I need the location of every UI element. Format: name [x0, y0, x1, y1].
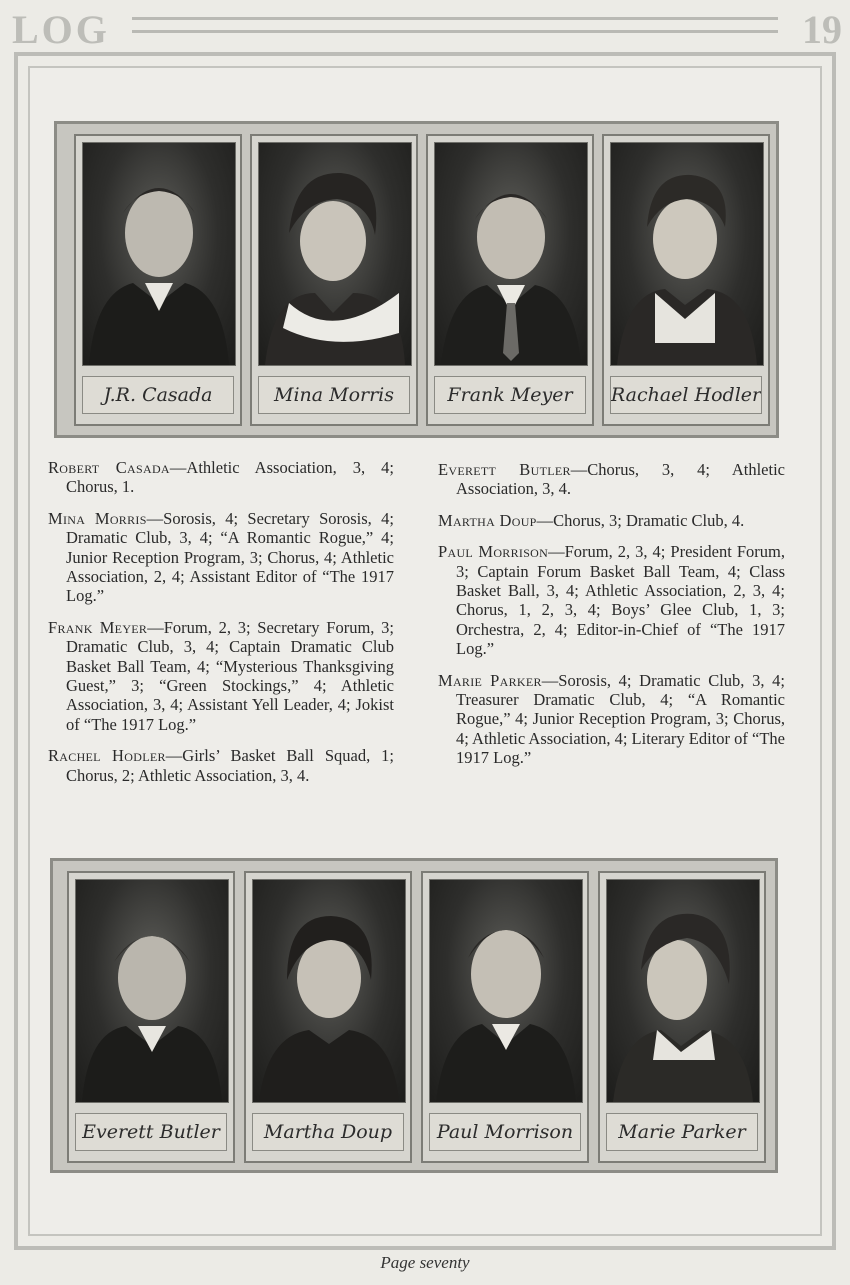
bio-entry [48, 618, 394, 734]
page-number: Page seventy [380, 1253, 470, 1272]
header-rule [132, 17, 778, 33]
top-portrait-strip [54, 121, 779, 438]
bio-entry [438, 460, 785, 499]
portrait-photo [606, 879, 760, 1103]
portrait-photo [252, 879, 406, 1103]
student-name: Paul Morrison [438, 542, 549, 562]
signature: Paul Morrison [429, 1113, 581, 1151]
portrait-photo [610, 142, 764, 366]
portrait-card [67, 871, 235, 1163]
signature: Martha Doup [252, 1113, 404, 1151]
bio-column-right [438, 460, 785, 780]
portrait-photo [434, 142, 588, 366]
header-title: LOG [12, 7, 110, 52]
portrait-card [598, 871, 766, 1163]
bio-entry [438, 671, 785, 768]
portrait-photo [75, 879, 229, 1103]
bio-column-left [48, 458, 394, 797]
portrait-photo [258, 142, 412, 366]
student-name: Rachel Hodler [48, 746, 166, 766]
student-name: Martha Doup [438, 510, 537, 530]
bottom-portrait-strip [50, 858, 778, 1173]
bio-entry [48, 746, 394, 785]
portrait-photo [429, 879, 583, 1103]
bio-text: —Sorosis, 4; Secretary Sorosis, 4; Dramatic Club, 3, 4; “A Romantic Rogue,” 4; Junior Reception Program, 3; Chorus, 4; Athletic Association, 2, 4; Assistant Editor of “The 1917 Log.” [66, 508, 394, 606]
bio-entry [438, 511, 785, 530]
student-name: Everett Butler [438, 460, 571, 479]
portrait-photo [82, 142, 236, 366]
portrait-card [426, 134, 594, 426]
portrait-card [602, 134, 770, 426]
portrait-card [244, 871, 412, 1163]
student-name: Frank Meyer [48, 617, 148, 637]
student-name: Robert Casada [48, 458, 170, 477]
bio-text: —Forum, 2, 3; Secretary Forum, 3; Dramatic Club, 3, 4; Captain Dramatic Club Basket Ball Team, 4; “Mysterious Thanksgiving Guest,” 3; “Green Stockings,” 4; Athletic Association, 3, 4; Assistant Yell Leader, 4; Jokist of “The 1917 Log.” [66, 617, 394, 734]
bio-text: —Chorus, 3; Dramatic Club, 4. [536, 510, 745, 530]
bio-text: —Forum, 2, 3, 4; President Forum, 3; Captain Forum Basket Ball Team, 4; Class Basket Ball, 3, 4; Athletic Association, 2, 3, 4; Chorus, 1, 2, 3, 4; Boys’ Glee Club, 1, 3; Orchestra, 2, 4; Editor-in-Chief of “The 1917 Log.” [456, 542, 785, 659]
signature: Marie Parker [606, 1113, 758, 1151]
portrait-card [250, 134, 418, 426]
portrait-card [74, 134, 242, 426]
bio-entry [438, 542, 785, 658]
signature: Everett Butler [75, 1113, 227, 1151]
bio-text: —Chorus, 3, 4; Athletic Association, 3, 4. [456, 460, 785, 499]
portrait-card [421, 871, 589, 1163]
student-name: Marie Parker [438, 670, 542, 690]
bio-text: —Girls’ Basket Ball Squad, 1; Chorus, 2; Athletic Association, 3, 4. [66, 746, 394, 785]
student-name: Mina Morris [48, 508, 147, 528]
header-year: 19 [802, 7, 842, 52]
bio-entry [48, 509, 394, 606]
signature: J.R. Casada [82, 376, 234, 414]
bio-text: —Sorosis, 4; Dramatic Club, 3, 4; Treasurer Dramatic Club, 4; “A Romantic Rogue,” 4; Junior Reception Program, 3; Chorus, 4; Athletic Association, 4; Literary Editor of “The 1917 Log.” [456, 670, 786, 768]
bio-entry [48, 458, 394, 497]
signature: Mina Morris [258, 376, 410, 414]
signature: Rachael Hodler [610, 376, 762, 414]
signature: Frank Meyer [434, 376, 586, 414]
bio-text: —Athletic Association, 3, 4; Chorus, 1. [66, 458, 394, 497]
